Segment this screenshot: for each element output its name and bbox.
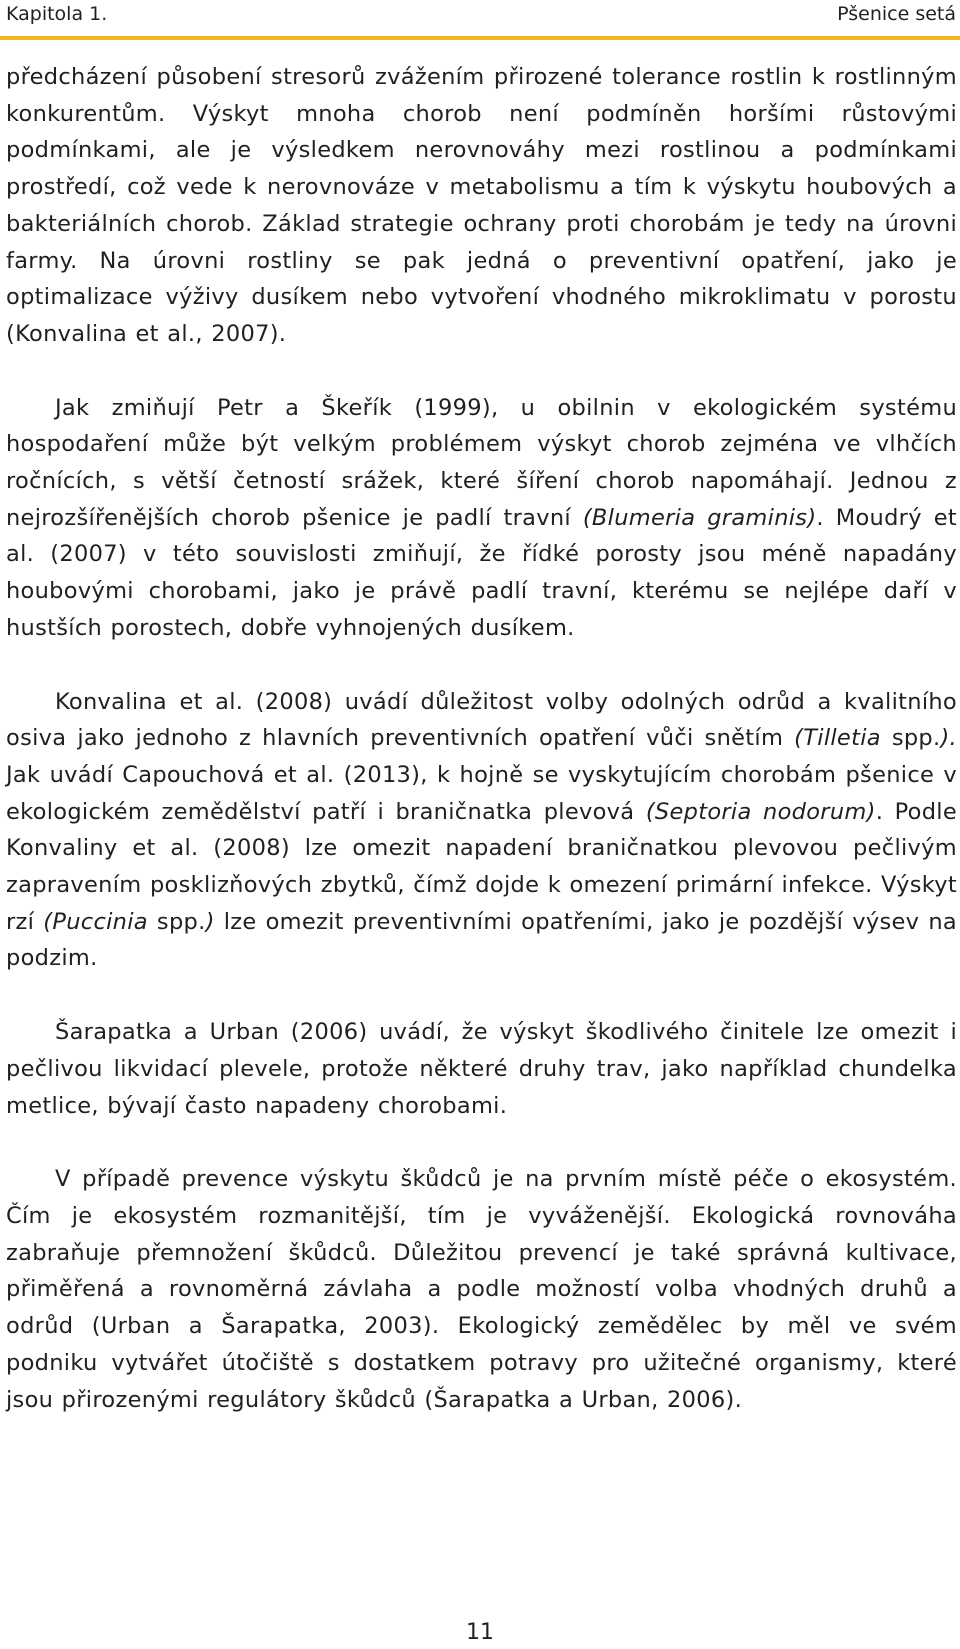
body-text [6,59,957,1418]
page-number: 11 [466,1620,494,1645]
paragraph-text: spp. [147,908,206,935]
latin-name: (Tilletia [794,725,881,752]
paragraph-text: předcházení působení stresorů zvážením přirozené tolerance rostlin k rostlinným konkurentům. Výskyt mnoha chorob není podmíněn horšími růstovými podmínkami, ale je výsledkem nerovnováhy mezi rostlinou a podmínkami prostředí, což vede k nerovnováze v metabolismu a tím k výskytu houbových a bakteriálních chorob. Základ strategie ochrany proti chorobám je tedy na úrovni farmy. Na úrovni rostliny se pak jedná o preventivní opatření, jako je optimalizace výživy dusíkem nebo vytvoření vhodného mikroklimatu v porostu (Konvalina et al., 2007). [6,64,957,347]
paragraph-text: lze omezit preventivními opatřeními, jako je pozdější výsev na podzim. [6,908,957,972]
running-header [6,0,956,28]
paragraph-text: . Podle Konvaliny et al. (2008) lze omezit napadení braničnatkou plevovou pečlivým zapravením posklizňových zbytků, čímž dojde k omezení primární infekce. Výskyt rzí [6,798,958,935]
paragraph-varieties [6,684,957,978]
paragraph-text: Konvalina et al. (2008) uvádí důležitost volby odolných odrůd a kvalitního osiva jako jednoho z hlavních preventivních opatření vůči snětím [6,688,957,752]
paragraph-text: V případě prevence výskytu škůdců je na prvním místě péče o ekosystém. Čím je ekosystém rozmanitější, tím je vyváženější. Ekologická rovnováha zabraňuje přemnožení škůdců. Důležitou prevencí je také správná kultivace, přiměřená a rovnoměrná závlaha a podle možností volba vhodných druhů a odrůd (Urban a Šarapatka, 2003). Ekologický zemědělec by měl ve svém podniku vytvářet útočiště s dostatkem potravy pro užitečné organismy, které jsou přirozenými regulátory škůdců (Šarapatka a Urban, 2006). [6,1166,957,1413]
chapter-label: Kapitola 1. [6,3,108,25]
paragraph-text: spp. [880,725,941,752]
paragraph-text: Jak zmiňují Petr a Škeřík (1999), u obilnin v ekologickém systému hospodaření může být velkým problémem výskyt chorob zejména ve vlhčích ročnících, s větší četností srážek, které šíření chorob napomáhají. Jednou z nejrozšířenějších chorob pšenice je padlí travní [6,394,957,531]
paragraph-text: . Moudrý et al. (2007) v této souvislosti zmiňují, že řídké porosty jsou méně napadány houbovými chorobami, jako je právě padlí travní, kterému se nejlépe daří v hustších porostech, dobře vyhnojených dusíkem. [6,504,957,641]
section-title: Pšenice setá [837,3,956,25]
paragraph-text: Jak uvádí Capouchová et al. (2013), k hojně se vyskytujícím chorobám pšenice v ekologickém zemědělství patří i braničnatka plevová [6,761,957,825]
paragraph-pests [6,1161,957,1418]
latin-name: (Blumeria graminis) [582,504,817,531]
latin-name: ) [205,908,215,935]
latin-name: (Puccinia [43,908,148,935]
latin-name: ). [940,725,957,752]
header-rule [0,36,960,40]
paragraph-weeds [6,1014,957,1124]
paragraph-text: Šarapatka a Urban (2006) uvádí, že výskyt škodlivého činitele lze omezit i pečlivou likvidací plevele, protože některé druhy trav, jako například chundelka metlice, bývají často napadeny chorobami. [6,1019,957,1119]
paragraph-mildew [6,390,957,647]
paragraph-continuation [6,59,957,353]
latin-name: (Septoria nodorum) [645,798,876,825]
